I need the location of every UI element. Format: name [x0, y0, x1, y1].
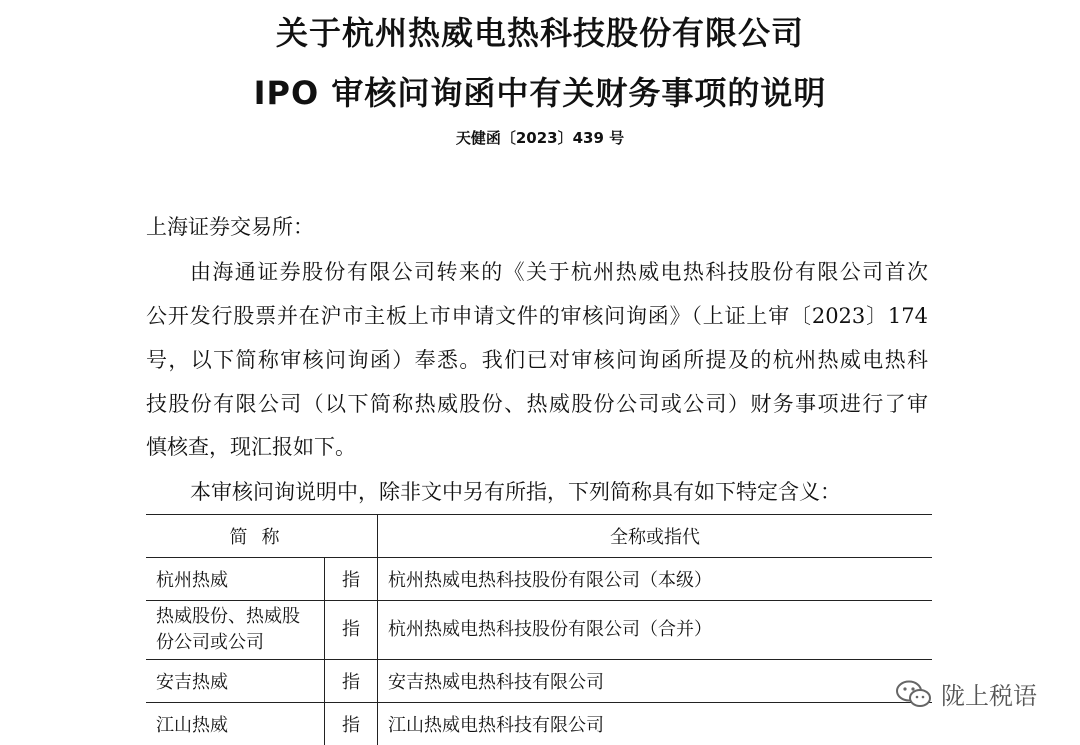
full-name-cell: 安吉热威电热科技有限公司	[378, 660, 933, 703]
table-row	[146, 601, 932, 660]
paragraph-line: 技股份有限公司（以下简称热威股份、热威股份公司或公司）财务事项进行了审	[146, 389, 928, 419]
abbreviation-cell: 安吉热威	[146, 660, 325, 703]
abbreviation-cell: 江山热威	[146, 703, 325, 745]
abbreviation-cell: 热威股份、热威股份公司或公司	[146, 601, 325, 660]
definitions-intro: 本审核问询说明中，除非文中另有所指，下列简称具有如下特定含义：	[190, 477, 990, 507]
table-header-row	[146, 515, 932, 558]
title-line-1: 关于杭州热威电热科技股份有限公司	[0, 8, 1080, 54]
definitions-table	[146, 514, 932, 745]
paragraph-line: 由海通证券股份有限公司转来的《关于杭州热威电热科技股份有限公司首次	[190, 257, 928, 287]
refers-cell: 指	[325, 660, 378, 703]
paragraph-line: 慎核查，现汇报如下。	[146, 432, 946, 462]
full-name-cell: 杭州热威电热科技股份有限公司（合并）	[378, 601, 933, 660]
full-name-cell: 江山热威电热科技有限公司	[378, 703, 933, 745]
table-row	[146, 660, 932, 703]
watermark-text: 陇上税语	[941, 676, 1037, 711]
title-line-2: IPO 审核问询函中有关财务事项的说明	[0, 68, 1080, 114]
paragraph-line: 公开发行股票并在沪市主板上市申请文件的审核问询函》（上证上审〔2023〕174	[146, 301, 928, 331]
table-row	[146, 558, 932, 601]
refers-cell: 指	[325, 558, 378, 601]
full-name-cell: 杭州热威电热科技股份有限公司（本级）	[378, 558, 933, 601]
wechat-icon	[895, 679, 933, 709]
refers-cell: 指	[325, 601, 378, 660]
paragraph-line: 号，以下简称审核问询函）奉悉。我们已对审核问询函所提及的杭州热威电热科	[146, 345, 928, 375]
header-full-name: 全称或指代	[378, 515, 933, 558]
document-number: 天健函〔2023〕439 号	[0, 127, 1080, 148]
header-abbreviation: 简称	[146, 515, 378, 558]
table-row	[146, 703, 932, 745]
abbreviation-cell: 杭州热威	[146, 558, 325, 601]
addressee: 上海证券交易所：	[146, 212, 946, 242]
refers-cell: 指	[325, 703, 378, 745]
watermark	[895, 676, 1037, 711]
